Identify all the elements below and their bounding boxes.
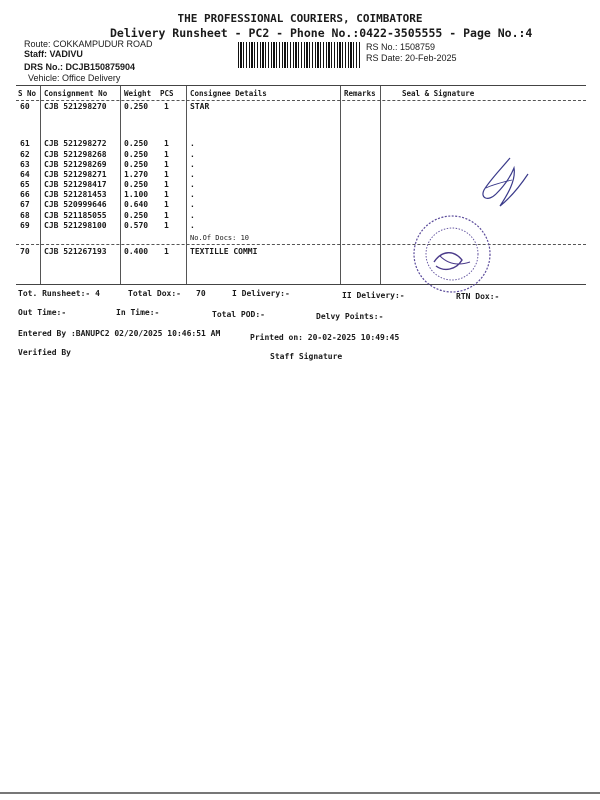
cell-weight: 0.570 bbox=[124, 221, 149, 230]
cell-weight: 1.100 bbox=[124, 190, 149, 199]
col-header-remarks: Remarks bbox=[344, 89, 376, 98]
barcode bbox=[238, 42, 360, 68]
cell-weight: 1.270 bbox=[124, 170, 149, 179]
cell-consignee: STAR bbox=[190, 102, 210, 111]
col-header-seal: Seal & Signature bbox=[402, 89, 475, 98]
cell-pcs: 1 bbox=[164, 200, 169, 209]
cell-weight: 0.400 bbox=[124, 247, 149, 256]
cell-pcs: 1 bbox=[164, 221, 169, 230]
cell-pcs: 1 bbox=[164, 180, 169, 189]
cell-weight: 0.250 bbox=[124, 180, 149, 189]
page-bottom-edge bbox=[0, 792, 600, 794]
staff-signature: Staff Signature bbox=[270, 352, 343, 361]
cell-sno: 60 bbox=[20, 102, 30, 111]
col-header-consignment: Consignment No bbox=[44, 89, 108, 98]
total-pod: Total POD:- bbox=[212, 310, 265, 319]
col-divider bbox=[186, 86, 187, 284]
col-header-weight: Weight bbox=[124, 89, 152, 98]
col-divider bbox=[120, 86, 121, 284]
cell-pcs: 1 bbox=[164, 190, 169, 199]
cell-weight: 0.250 bbox=[124, 139, 149, 148]
out-time: Out Time:- bbox=[18, 308, 67, 317]
cell-consignee: . bbox=[190, 211, 195, 220]
cell-consignee: . bbox=[190, 180, 195, 189]
cell-weight: 0.250 bbox=[124, 160, 149, 169]
cell-sno: 66 bbox=[20, 190, 30, 199]
cell-consignee: . bbox=[190, 160, 195, 169]
vehicle: Vehicle: Office Delivery bbox=[28, 73, 121, 83]
cell-consignment: CJB 521298100 bbox=[44, 221, 107, 230]
cell-pcs: 1 bbox=[164, 247, 169, 256]
cell-pcs: 1 bbox=[164, 170, 169, 179]
group-divider bbox=[16, 244, 586, 245]
staff: Staff: VADIVU bbox=[24, 49, 83, 59]
cell-consignment: CJB 521298270 bbox=[44, 102, 107, 111]
route: Route: COKKAMPUDUR ROAD bbox=[24, 39, 153, 49]
cell-sno: 68 bbox=[20, 211, 30, 220]
entered-by: Entered By :BANUPC2 02/20/2025 10:46:51 AM bbox=[18, 329, 221, 338]
stamp-seal bbox=[410, 212, 494, 296]
cell-consignment: CJB 521185055 bbox=[44, 211, 107, 220]
table-bottom-border bbox=[16, 284, 586, 285]
cell-sno: 64 bbox=[20, 170, 30, 179]
cell-consignment: CJB 521267193 bbox=[44, 247, 107, 256]
cell-sno: 67 bbox=[20, 200, 30, 209]
cell-consignment: CJB 521298268 bbox=[44, 150, 107, 159]
cell-sno: 62 bbox=[20, 150, 30, 159]
cell-consignee: . bbox=[190, 190, 195, 199]
col-divider bbox=[380, 86, 381, 284]
cell-sno: 63 bbox=[20, 160, 30, 169]
cell-pcs: 1 bbox=[164, 139, 169, 148]
cell-consignment: CJB 521281453 bbox=[44, 190, 107, 199]
cell-consignee: TEXTILLE COMMI bbox=[190, 247, 258, 256]
cell-sno: 69 bbox=[20, 221, 30, 230]
col-divider bbox=[40, 86, 41, 284]
cell-consignee: . bbox=[190, 221, 195, 230]
cell-consignment: CJB 521298417 bbox=[44, 180, 107, 189]
col-header-sno: S No bbox=[18, 89, 37, 98]
verified-by: Verified By bbox=[18, 348, 71, 357]
printed-on: Printed on: 20-02-2025 10:49:45 bbox=[250, 333, 400, 342]
delvy-points: Delvy Points:- bbox=[316, 312, 384, 321]
cell-weight: 0.250 bbox=[124, 102, 149, 111]
cell-consignment: CJB 520999646 bbox=[44, 200, 107, 209]
header-divider bbox=[16, 100, 586, 101]
cell-consignee: . bbox=[190, 139, 195, 148]
cell-consignee: . bbox=[190, 200, 195, 209]
cell-pcs: 1 bbox=[164, 160, 169, 169]
cell-pcs: 1 bbox=[164, 211, 169, 220]
cell-sno: 65 bbox=[20, 180, 30, 189]
cell-weight: 0.640 bbox=[124, 200, 149, 209]
i-delivery: I Delivery:- bbox=[232, 289, 290, 298]
col-header-pcs: PCS bbox=[160, 89, 174, 98]
drs-number: DRS No.: DCJB150875904 bbox=[24, 62, 136, 72]
cell-consignee: . bbox=[190, 150, 195, 159]
runsheet-title: Delivery Runsheet - PC2 - Phone No.:0422-3505555 - Page No.:4 bbox=[110, 26, 533, 40]
cell-weight: 0.250 bbox=[124, 150, 149, 159]
cell-consignment: CJB 521298272 bbox=[44, 139, 107, 148]
cell-sno: 70 bbox=[20, 247, 30, 256]
rs-number: RS No.: 1508759 bbox=[366, 42, 436, 52]
total-dox-label: Total Dox:- bbox=[128, 289, 181, 298]
col-divider bbox=[340, 86, 341, 284]
no-of-docs: No.Of Docs: 10 bbox=[190, 234, 250, 242]
total-runsheet: Tot. Runsheet:- 4 bbox=[18, 289, 100, 298]
company-name: THE PROFESSIONAL COURIERS, COIMBATORE bbox=[177, 12, 423, 25]
cell-weight: 0.250 bbox=[124, 211, 149, 220]
cell-consignment: CJB 521298271 bbox=[44, 170, 107, 179]
col-header-consignee: Consignee Details bbox=[190, 89, 267, 98]
rs-date: RS Date: 20-Feb-2025 bbox=[366, 53, 457, 63]
cell-consignee: . bbox=[190, 170, 195, 179]
total-dox-value: 70 bbox=[196, 289, 206, 298]
table-top-border bbox=[16, 85, 586, 86]
ii-delivery: II Delivery:- bbox=[342, 291, 405, 300]
cell-pcs: 1 bbox=[164, 102, 169, 111]
in-time: In Time:- bbox=[116, 308, 160, 317]
rtn-dox: RTN Dox:- bbox=[456, 292, 500, 301]
cell-consignment: CJB 521298269 bbox=[44, 160, 107, 169]
cell-sno: 61 bbox=[20, 139, 30, 148]
signature-scribble bbox=[470, 150, 540, 220]
cell-pcs: 1 bbox=[164, 150, 169, 159]
